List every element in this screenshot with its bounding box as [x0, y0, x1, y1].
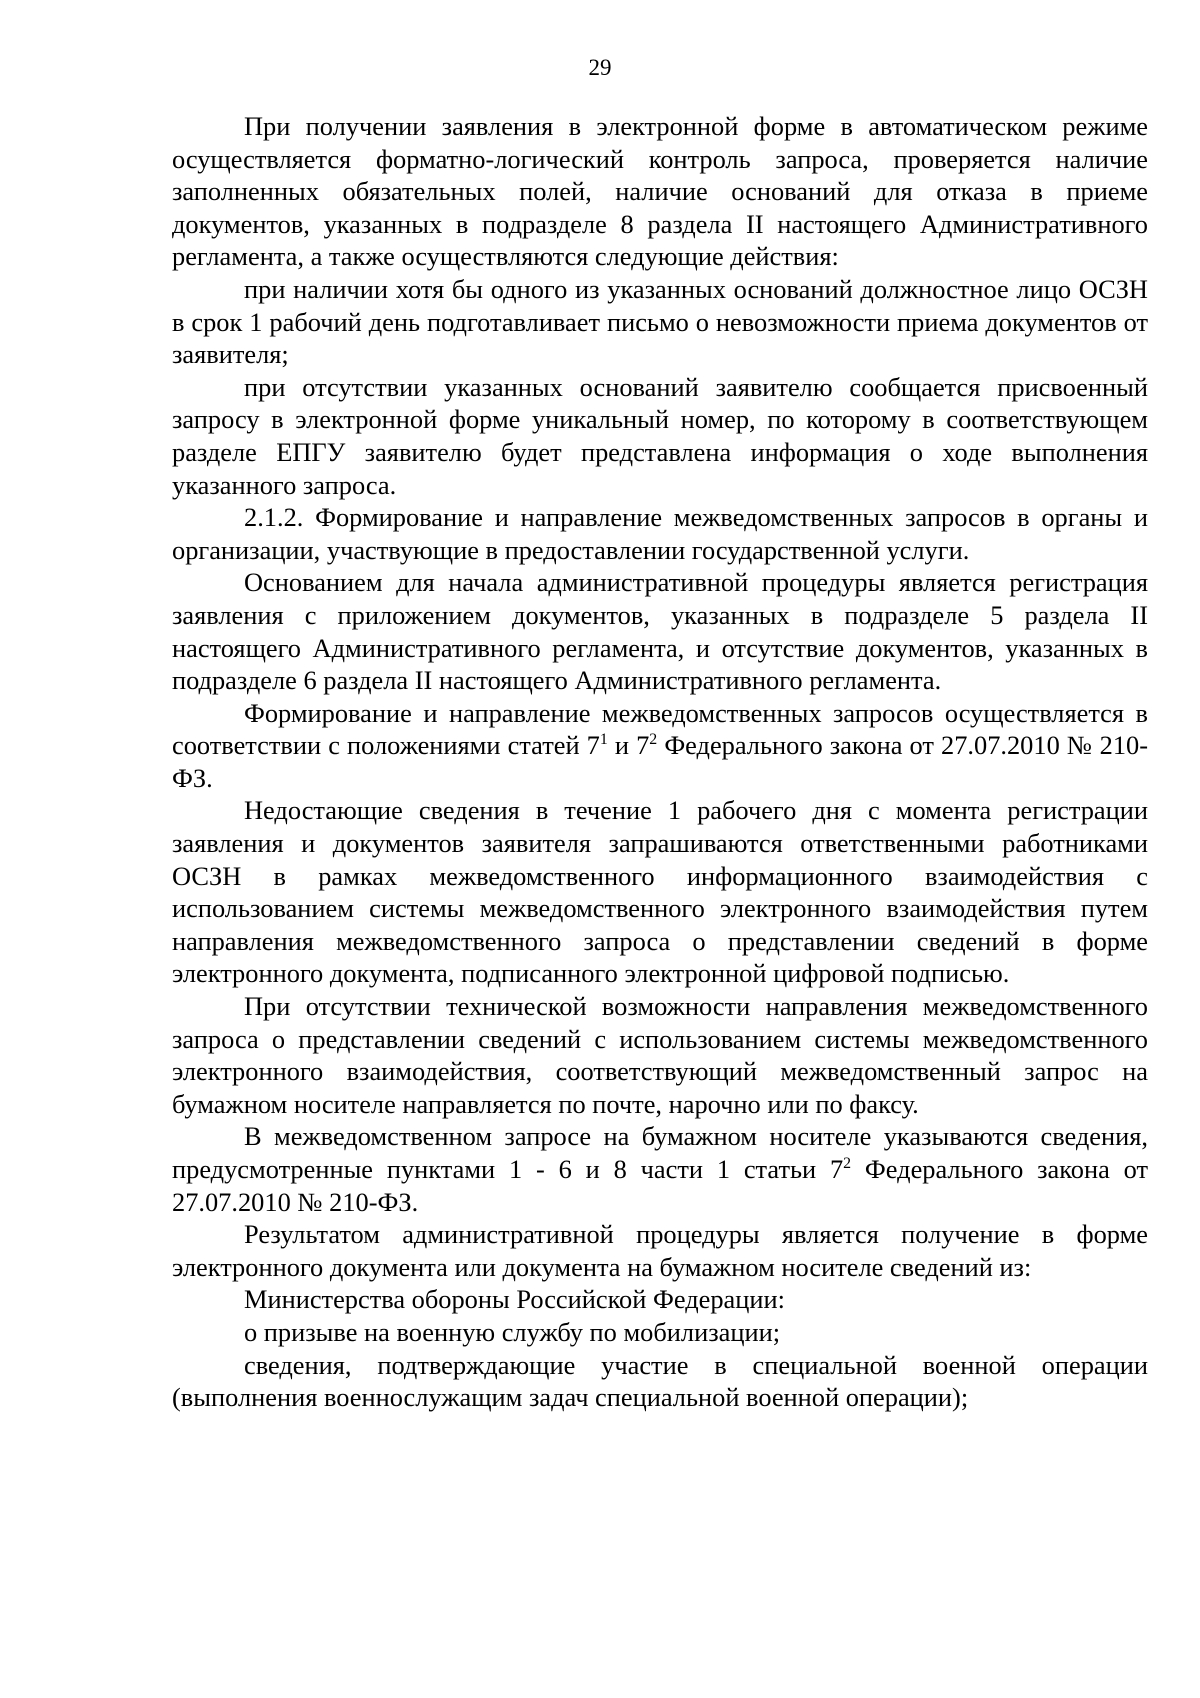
list-item-special-operation: сведения, подтверждающие участие в специальной военной операции (выполнения военнослужащим задач специальной военной операции); [172, 1349, 1148, 1413]
list-item-ministry-of-defense: Министерства обороны Российской Федерации: [244, 1284, 785, 1315]
paragraph-unique-number: при отсутствии указанных оснований заявителю сообщается присвоенный запросу в электронной форме уникальный номер, по которому в соответствующем разделе ЕПГУ заявителю будет представлена информация о ходе выполнения указанного запроса. [172, 371, 1148, 500]
body-text [172, 110, 1148, 1414]
paragraph-section-2-1-2: 2.1.2. Формирование и направление межведомственных запросов в органы и организации, участвующие в предоставлении государственной услуги. [172, 502, 1148, 565]
superscript: 1 [599, 731, 608, 749]
paragraph-electronic-form-control: При получении заявления в электронной форме в автоматическом режиме осуществляется форматно-логический контроль запроса, проверяется наличие заполненных обязательных полей, наличие оснований для отказа в приеме документов, указанных в подразделе 8 раздела II настоящего Административного регламента, а также осуществляются следующие действия: [172, 111, 1148, 272]
text-segment: Федерального закона от 27.07.2010 № 210-ФЗ. [172, 1154, 1148, 1217]
list-item-mobilization: о призыве на военную службу по мобилизации; [244, 1316, 781, 1347]
text-segment: Федерального закона от 27.07.2010 № 210-ФЗ. [172, 730, 1149, 793]
superscript: 2 [843, 1155, 852, 1173]
text-segment: Формирование и направление межведомственных запросов осуществляется в соответствии с положениями статей 7 [172, 697, 1148, 761]
text-segment: и 7 [607, 730, 650, 761]
paragraph-grounds: Основанием для начала административной процедуры является регистрация заявления с приложением документов, указанных в подразделе 5 раздела II настоящего Административного регламента, и отсутствие документов, указанных в подразделе 6 раздела II настоящего Административного регламента. [172, 567, 1148, 696]
paragraph-paper-request-contents [172, 1120, 1148, 1218]
paragraph-federal-law-articles [172, 697, 1148, 795]
paragraph-paper-request: При отсутствии технической возможности направления межведомственного запроса о представлении сведений с использованием системы межведомственного электронного взаимодействия, соответствующий межведомственный запрос на бумажном носителе направляется по почте, нарочно или по факсу. [172, 991, 1148, 1119]
paragraph-refusal-letter: при наличии хотя бы одного из указанных оснований должностное лицо ОСЗН в срок 1 рабочий день подготавливает письмо о невозможности приема документов от заявителя; [172, 273, 1148, 370]
paragraph-missing-information: Недостающие сведения в течение 1 рабочего дня с момента регистрации заявления и документов заявителя запрашиваются ответственными работниками ОСЗН в рамках межведомственного информационного взаимодействия с использованием системы межведомственного электронного взаимодействия путем направления межведомственного запроса о представлении сведений в форме электронного документа, подписанного электронной цифровой подписью. [172, 795, 1148, 989]
paragraph-procedure-result: Результатом административной процедуры является получение в форме электронного документа или документа на бумажном носителе сведений из: [172, 1219, 1148, 1282]
text-segment: В межведомственном запросе на бумажном носителе указываются сведения, предусмотренные пунктами 1 - 6 и 8 части 1 статьи 7 [172, 1121, 1148, 1184]
page-number: 29 [588, 55, 612, 80]
superscript: 2 [649, 731, 658, 749]
